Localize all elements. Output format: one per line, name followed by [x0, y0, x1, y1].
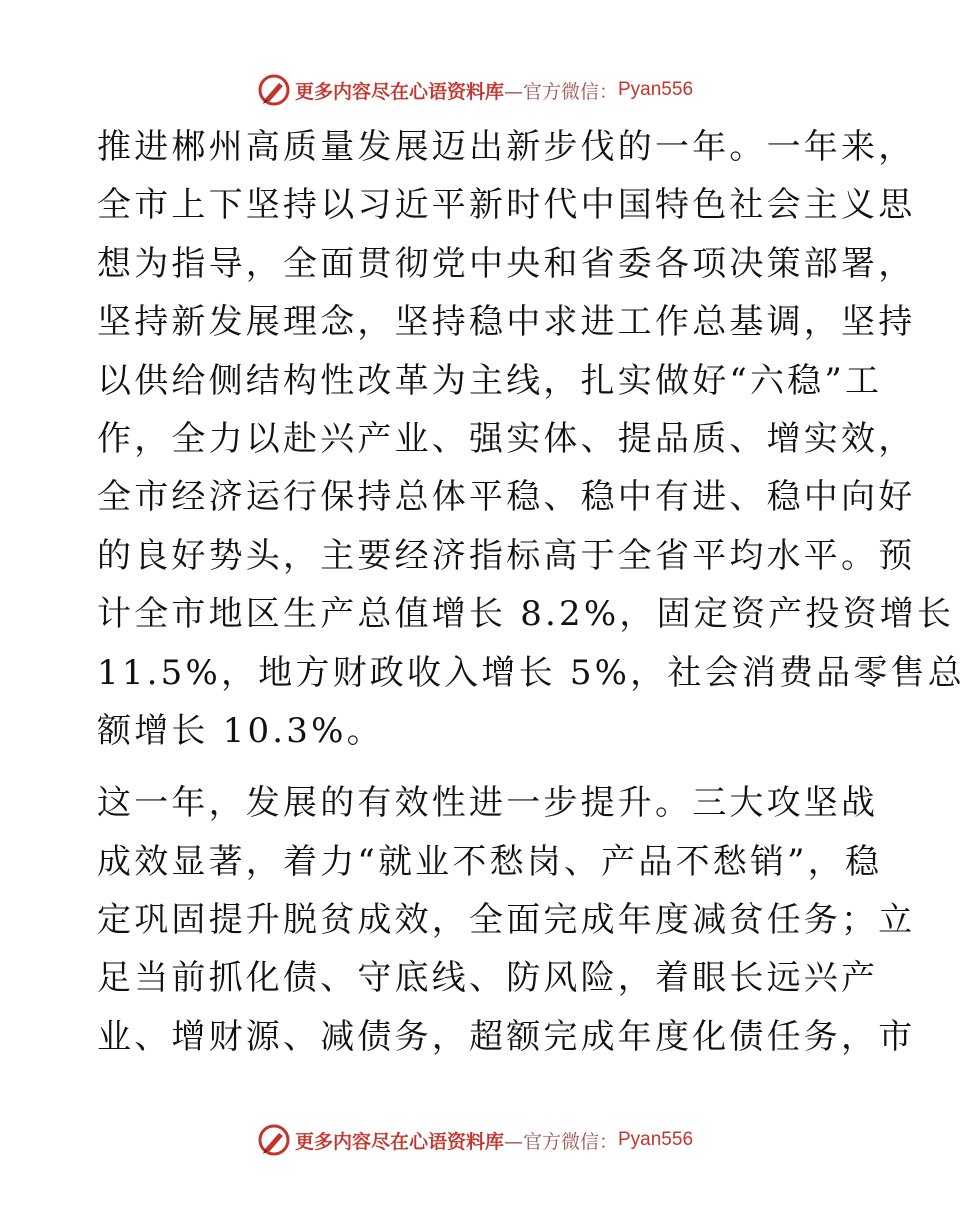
text-line: 的良好势头，主要经济指标高于全省平均水平。预 — [97, 535, 916, 576]
pen-logo-icon — [257, 73, 291, 107]
footer-watermark — [0, 1120, 950, 1160]
paragraph-gap — [97, 760, 857, 774]
text-line: 全市上下坚持以习近平新时代中国特色社会主义思 — [97, 185, 916, 226]
text-line: 推进郴州高质量发展迈出新步伐的一年。一年来， — [97, 127, 916, 167]
paragraph-2 — [97, 774, 916, 1066]
watermark-sub-text: —官方微信： — [503, 1130, 618, 1153]
watermark-wechat-id: Pyan556 — [618, 1129, 694, 1150]
text-line: 定巩固提升脱贫成效，全面完成年度减贫任务；立 — [97, 900, 916, 941]
watermark-main-text: 更多内容尽在心语资料库 — [294, 1130, 504, 1153]
text-line: 这一年，发展的有效性进一步提升。三大攻坚战 — [97, 783, 879, 824]
text-line: 足当前抓化债、守底线、防风险，着眼长远兴产 — [97, 958, 879, 999]
document-body — [97, 118, 965, 1066]
text-line: 作，全力以赴兴产业、强实体、提品质、增实效， — [97, 418, 916, 459]
text-line: 计全市地区生产总值增长 8.2%，固定资产投资增长 — [97, 594, 955, 635]
text-line: 成效显著，着力“就业不愁岗、产品不愁销”，稳 — [97, 841, 883, 882]
pen-logo-icon — [257, 1123, 291, 1157]
watermark-main-text: 更多内容尽在心语资料库 — [294, 80, 504, 103]
text-line: 坚持新发展理念，坚持稳中求进工作总基调，坚持 — [97, 302, 916, 343]
watermark-sub-text: —官方微信： — [503, 80, 618, 103]
header-watermark — [0, 70, 950, 110]
text-line: 以供给侧结构性改革为主线，扎实做好“六稳”工 — [97, 360, 883, 401]
watermark-wechat-id: Pyan556 — [618, 79, 694, 100]
text-line: 11.5%，地方财政收入增长 5%，社会消费品零售总 — [97, 652, 965, 693]
text-line: 额增长 10.3%。 — [97, 710, 384, 751]
text-line: 业、增财源、减债务，超额完成年度化债任务，市 — [97, 1016, 916, 1057]
text-line: 想为指导，全面贯彻党中央和省委各项决策部署， — [97, 243, 916, 284]
text-line: 全市经济运行保持总体平稳、稳中有进、稳中向好 — [97, 477, 916, 518]
paragraph-1 — [97, 118, 965, 760]
